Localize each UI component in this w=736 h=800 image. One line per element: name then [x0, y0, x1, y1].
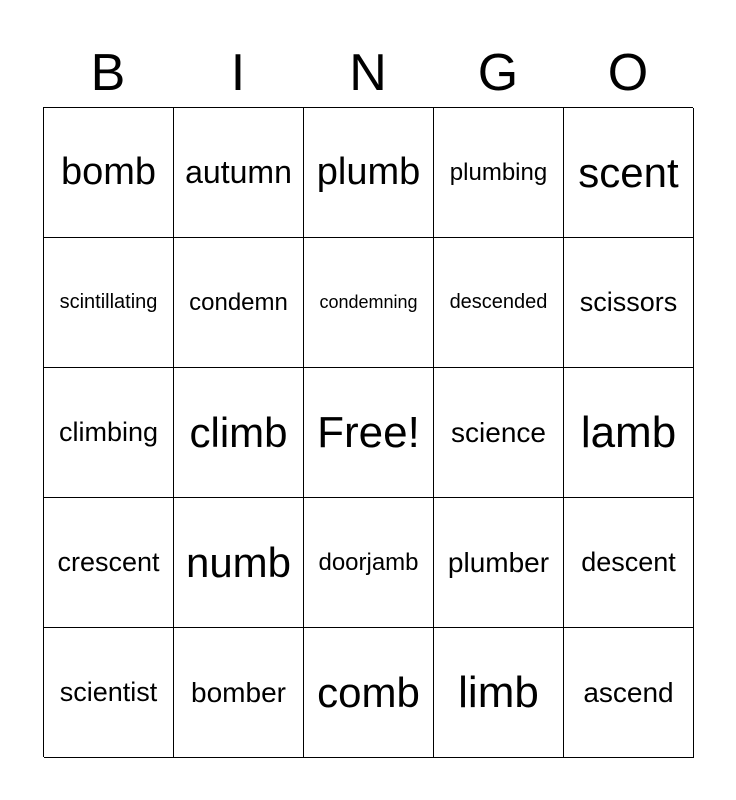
bingo-board: [43, 107, 693, 757]
bingo-cell: doorjamb: [304, 498, 434, 628]
header-letter-o: O: [607, 44, 649, 102]
bingo-cell: numb: [174, 498, 304, 628]
bingo-cell: descended: [434, 238, 564, 368]
bingo-cell: lamb: [564, 368, 694, 498]
bingo-cell: bomber: [174, 628, 304, 758]
bingo-cell: plumbing: [434, 108, 564, 238]
bingo-header: [43, 40, 693, 106]
bingo-cell: scent: [564, 108, 694, 238]
bingo-cell: condemning: [304, 238, 434, 368]
bingo-cell: plumber: [434, 498, 564, 628]
bingo-cell: condemn: [174, 238, 304, 368]
bingo-cell: ascend: [564, 628, 694, 758]
bingo-cell: scientist: [44, 628, 174, 758]
bingo-cell: scissors: [564, 238, 694, 368]
bingo-cell: plumb: [304, 108, 434, 238]
bingo-cell: limb: [434, 628, 564, 758]
bingo-cell: autumn: [174, 108, 304, 238]
free-space-cell: Free!: [304, 368, 434, 498]
header-letter-i: I: [230, 44, 246, 102]
header-letter-b: B: [90, 44, 126, 102]
header-letter-n: N: [349, 44, 387, 102]
bingo-cell: climbing: [44, 368, 174, 498]
bingo-cell: science: [434, 368, 564, 498]
header-letter-g: G: [477, 44, 519, 102]
bingo-cell: climb: [174, 368, 304, 498]
bingo-cell: crescent: [44, 498, 174, 628]
bingo-cell: bomb: [44, 108, 174, 238]
bingo-cell: descent: [564, 498, 694, 628]
bingo-cell: scintillating: [44, 238, 174, 368]
bingo-cell: comb: [304, 628, 434, 758]
